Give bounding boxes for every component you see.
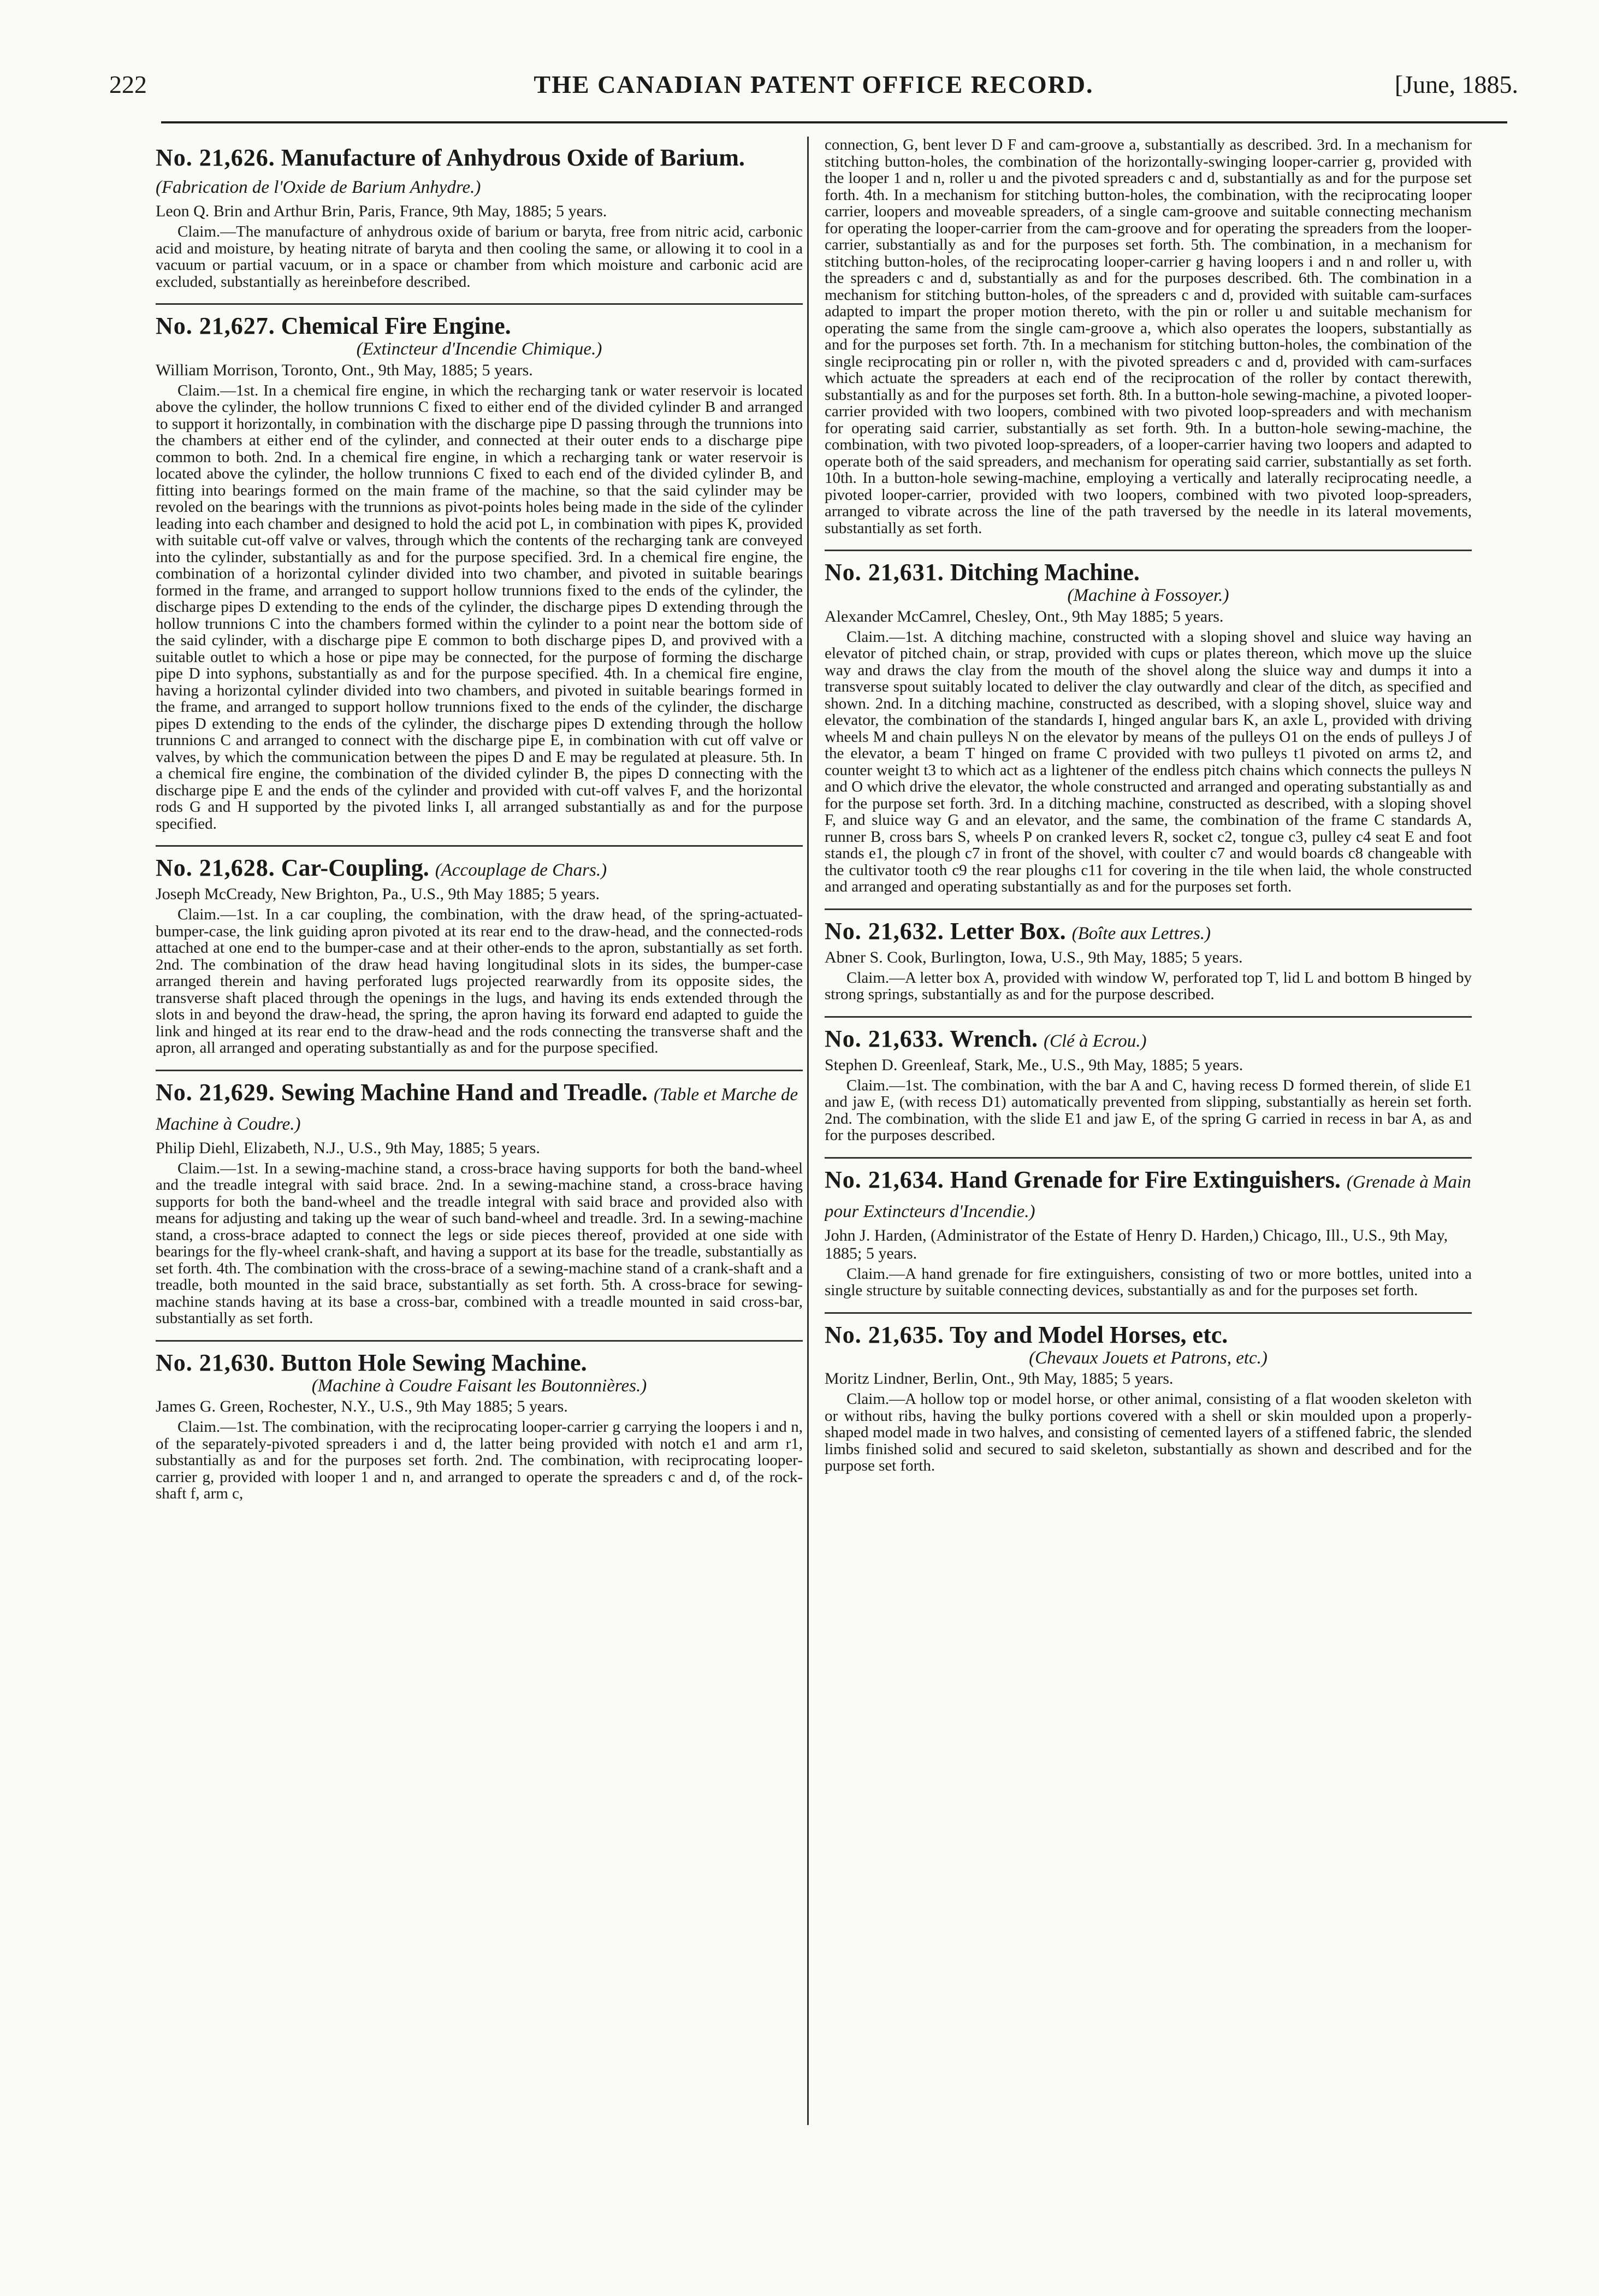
page-header xyxy=(109,70,1518,114)
french-title: (Clé à Ecrou.) xyxy=(1043,1031,1147,1051)
patent-number: No. 21,630. xyxy=(156,1349,275,1376)
applicant: Joseph McCready, New Brighton, Pa., U.S., 9th May 1885; 5 years. xyxy=(156,885,600,903)
patent-title: Car-Coupling. xyxy=(281,854,429,881)
patent-title: Hand Grenade for Fire Extinguishers. xyxy=(950,1166,1341,1193)
applicant: Philip Diehl, Elizabeth, N.J., U.S., 9th May, 1885; 5 years. xyxy=(156,1138,540,1157)
french-title: (Boîte aux Lettres.) xyxy=(1071,923,1211,943)
patent-entry xyxy=(156,854,803,1056)
applicant: John J. Harden, (Administrator of the Estate of Henry D. Harden,) Chicago, Ill., U.S., 9th May, 1885; 5 years. xyxy=(825,1226,1448,1262)
entry-divider xyxy=(825,1016,1472,1018)
applicant: Stephen D. Greenleaf, Stark, Me., U.S., 9th May, 1885; 5 years. xyxy=(825,1055,1243,1074)
patent-entry xyxy=(825,559,1472,895)
patent-number: No. 21,632. xyxy=(825,917,944,945)
french-title: (Table et Marche de Machine à Coudre.) xyxy=(156,1084,798,1134)
patent-number: No. 21,627. xyxy=(156,312,275,339)
entry-heading xyxy=(825,559,1472,586)
entry-divider xyxy=(156,845,803,847)
entry-heading xyxy=(156,1349,803,1377)
patent-title: Letter Box. xyxy=(950,917,1066,945)
entry-heading xyxy=(825,1321,1472,1349)
claim-text: Claim.—A hollow top or model horse, or other animal, consisting of a flat wooden skeleton with or without ribs, having the bulky portions covered with a shell or skin moulded upon a properly-shaped model made in two halves, and consisting of cemented layers of a stiffened fabric, the slended limbs finished solid and secured to said skeleton, substantially as shown and described and for the purpose set forth. xyxy=(825,1390,1472,1474)
patent-title: Wrench. xyxy=(950,1025,1038,1052)
patent-entry xyxy=(825,918,1472,1003)
french-title: (Extincteur d'Incendie Chimique.) xyxy=(356,339,602,359)
patent-title: Toy and Model Horses, etc. xyxy=(950,1321,1228,1348)
patent-number: No. 21,628. xyxy=(156,854,275,881)
right-column xyxy=(825,137,1472,2136)
entry-divider xyxy=(825,550,1472,551)
patent-number: No. 21,634. xyxy=(825,1166,944,1193)
entry-heading xyxy=(156,312,803,340)
patent-title: Ditching Machine. xyxy=(950,559,1140,586)
claim-text: Claim.—1st. In a chemical fire engine, in which the recharging tank or water reservoir is located above the cylinder, the hollow trunnions C fixed to either end of the divided cylinder B and arranged to support it horizontally, in combination with the discharge pipe D passing through the trunnions into the chambers at either end of the cylinder, and connected at their outer ends to a discharge pipe common to both. 2nd. In a chemical fire engine, in which a recharging tank or water reservoir is located above the cylinder, the hollow trunnions C fixed to each end of the divided cylinder B, and fitting into bearings formed on the main frame of the machine, so that the said cylinder may be revoled on the bearings with the trunnions as pivot-points holes being made in the side of the cylinder leading into each chamber and designed to hold the acid pot L, in combination with pipes K, provided with suitable cut-off valve or valves, through which the contents of the recharging tank are conveyed into the cylinder, substantially as and for the purpose specified. 3rd. In a chemical fire engine, the combination of a horizontal cylinder divided into two chamber, and pivoted in suitable bearings formed in the frame, and arranged to support hollow trunnions fixed to the ends of the cylinder, the discharge pipes D extending to the ends of the cylinder, the discharge pipes D extending through the hollow trunnions C into the chambers formed within the cylinder to a point near the bottom side of the said cylinder, with a discharge pipe E common to both discharge pipes D, and provived with a suitable outlet to which a hose or pipe may be connected, for the purpose of forming the discharge pipe D into syphons, substantially as and for the purpose specified. 4th. In a chemical fire engine, having a horizontal cylinder divided into two chambers, and pivoted in suitable bearings formed in the frame, and arranged to support hollow trunnions fixed to the ends of the cylinder, the discharge pipes D extending to the ends of the cylinder, the discharge pipes D extending through the hollow trunnions C and arranged to connect with the discharge pipe E, in combination with cut off valve or valves, by which the communication between the pipes D and E may be regulated at pleasure. 5th. In a chemical fire engine, the combination of the divided cylinder B, the pipes D connecting with the discharge pipe E and the ends of the cylinder and provided with cut-off valves F, and the horizontal rods G and H supported by the pivoted links I, all arranged substantially as and for the purpose specified. xyxy=(156,381,803,833)
french-title: (Fabrication de l'Oxide de Barium Anhydre.) xyxy=(156,178,481,197)
patent-number: No. 21,635. xyxy=(825,1321,944,1348)
claim-text: Claim.—1st. A ditching machine, constructed with a sloping shovel and sluice way having an elevator of pitched chain, or strap, provided with cups or plates thereon, which move up the sluice way and draws the clay from the mouth of the shovel along the sluice way and dumps it into a transverse spout suitably located to deliver the clay outwardly and clear of the ditch, as specified and shown. 2nd. In a ditching machine, constructed as described, with a sloping shovel, sluice way and elevator, the combination of the standards I, hinged angular bars K, an axle L, provided with driving wheels M and chain pulleys N on the elevator by means of the pulleys O1 on the ends of pulleys J of the elevator, a beam T hinged on frame C provided with two pulleys t1 pivoted on arms t2, and counter weight t3 to which act as a lightener of the endless pitch chains which connects the pulleys N and O which drive the elevator, the whole constructed and arranged and operating substantially as and for the purpose set forth. 3rd. In a ditching machine, constructed as described, with a sloping shovel F, and sluice way G and an elevator, and the same, the combination of the frame C standards A, runner B, cross bars S, wheels P on cranked levers R, socket c2, tongue c3, pulley c4 seat E and foot stands e1, the plough c7 in front of the shovel, with coulter c7 and would boards c8 changeable with the cultivator tooth c9 the rear ploughs c11 for covering in the tile when laid, the whole constructed and arranged and operating substantially as and for the purposes set forth. xyxy=(825,628,1472,895)
entry-heading xyxy=(156,854,803,884)
claim-text: Claim.—1st. In a car coupling, the combination, with the draw head, of the spring-actuated-bumper-case, the link guiding apron pivoted at its rear end to the draw-head, and the connected-rods attached at one end to the bumper-case and at their other-ends to the apron, substantially as set forth. 2nd. The combination of the draw head having longitudinal slots in its sides, the bumper-case arranged therein and having perforated lugs projected rearwardly from its opposite sides, the transverse shaft placed through the openings in the lugs, and having its ends extended through the slots in and beyond the draw-head, the spring, the apron having its forward end adapted to guide the link and hinged at its rear end to the draw-head and the rods connecting the transverse shaft and the apron, all arranged and operating substantially as and for the purpose specified. xyxy=(156,906,803,1056)
claim-text: Claim.—1st. In a sewing-machine stand, a cross-brace having supports for both the band-wheel and the treadle integral with said brace. 2nd. In a sewing-machine stand, a cross-brace having supports for both the band-wheel and the treadle integral with said brace and provided also with means for adjusting and taking up the wear of such band-wheel and treadle. 3rd. In a sewing-machine stand, a cross-brace adapted to connect the legs or side pieces thereof, provided at one side with bearings for the fly-wheel crank-shaft, and having a support at its base for the treadle, substantially as set forth. 4th. The combination with the cross-brace of a sewing-machine stand of a crank-shaft and a treadle, both mounted in the said brace, substantially as set forth. 5th. A cross-brace for sewing-machine stands having at its base a cross-bar, combined with a treadle mounted in said cross-bar, substantially as set forth. xyxy=(156,1159,803,1327)
claim-text: Claim.—A hand grenade for fire extinguishers, consisting of two or more bottles, united into a single structure by suitable connecting devices, substantially as and for the purposes set forth. xyxy=(825,1265,1472,1299)
entry-divider xyxy=(825,1157,1472,1159)
entry-divider xyxy=(156,303,803,305)
patent-title: Manufacture of Anhydrous Oxide of Barium. xyxy=(281,144,745,171)
applicant: William Morrison, Toronto, Ont., 9th May, 1885; 5 years. xyxy=(156,361,533,379)
patent-number: No. 21,633. xyxy=(825,1025,944,1052)
entry-divider xyxy=(825,908,1472,910)
french-title: (Chevaux Jouets et Patrons, etc.) xyxy=(1029,1348,1268,1368)
issue-date: [June, 1885. xyxy=(1394,70,1518,98)
french-title: (Machine à Fossoyer.) xyxy=(1067,586,1229,605)
applicant: Alexander McCamrel, Chesley, Ont., 9th May 1885; 5 years. xyxy=(825,607,1224,625)
claim-text: Claim.—The manufacture of anhydrous oxide of barium or baryta, free from nitric acid, carbonic acid and moisture, by heating nitrate of baryta and then cooling the same, or allowing it to cool in a vacuum or partial vacuum, or in a space or chamber from which moisture and carbonic acid are excluded, substantially as hereinbefore described. xyxy=(156,223,803,291)
patent-entry xyxy=(156,144,803,290)
entry-heading xyxy=(825,1166,1472,1225)
patent-entry xyxy=(156,1349,803,1502)
entry-divider xyxy=(156,1340,803,1342)
patent-number: No. 21,631. xyxy=(825,559,944,586)
applicant: Abner S. Cook, Burlington, Iowa, U.S., 9th May, 1885; 5 years. xyxy=(825,948,1243,966)
claim-text: Claim.—1st. The combination, with the reciprocating looper-carrier g carrying the loopers i and n, of the separately-pivoted spreaders i and d, the latter being provided with notch e1 and arm r1, substantially as and for the purposes set forth. 2nd. The combination, with reciprocating looper-carrier g, provided with looper 1 and n, and arranged to operate the spreaders c and d, of the rock-shaft f, arm c, xyxy=(156,1418,803,1502)
entry-heading xyxy=(156,1079,803,1138)
claim-text: Claim.—1st. The combination, with the bar A and C, having recess D formed therein, of slide E1 and jaw E, (with recess D1) automatically prevented from slipping, substantially as herein set forth. 2nd. The combination, with the slide E1 and jaw E, of the spring G carried in recess in bar A, as and for the purposes described. xyxy=(825,1076,1472,1144)
french-title: (Machine à Coudre Faisant les Boutonnières.) xyxy=(311,1376,647,1396)
patent-number: No. 21,626. xyxy=(156,144,275,171)
patent-entry xyxy=(156,312,803,832)
patent-entry-continued xyxy=(825,137,1472,536)
applicant: Leon Q. Brin and Arthur Brin, Paris, France, 9th May, 1885; 5 years. xyxy=(156,202,607,220)
patent-entry xyxy=(825,1321,1472,1474)
page-number: 222 xyxy=(109,70,147,98)
entry-heading xyxy=(825,918,1472,947)
entry-divider xyxy=(156,1070,803,1071)
patent-title: Sewing Machine Hand and Treadle. xyxy=(281,1078,648,1106)
patent-entry xyxy=(825,1166,1472,1299)
patent-title: Button Hole Sewing Machine. xyxy=(281,1349,587,1376)
french-title: (Grenade à Main pour Extincteurs d'Incendie.) xyxy=(825,1172,1471,1221)
claim-text-continued: connection, G, bent lever D F and cam-groove a, substantially as described. 3rd. In a mechanism for stitching button-holes, the combination of the horizontally-swinging looper-carrier g, provided with the looper 1 and n, roller u and the pivoted spreaders c and d, substantially as and for the purpose set forth. 4th. In a mechanism for stitching button-holes, the combination, with the reciprocating looper carrier, loopers and moveable spreaders, of a single cam-groove and suitable connecting mechanism for operating the looper-carrier from the cam-groove and for operating the spreaders from the looper-carrier, substantially as and for the purposes set forth. 5th. The combination, in a mechanism for stitching button-holes, of the reciprocating looper-carrier g having loopers i and n and roller u, with the spreaders c and d, substantially as and for the purposes described. 6th. The combination in a mechanism for stitching button-holes, of the spreaders c and d, provided with suitable cam-surfaces adapted to impart the proper motion thereto, with the pin or roller u and suitable mechanism for operating the same from the single cam-groove a, which also operates the loopers, substantially as and for the purposes set forth. 7th. In a mechanism for stitching button-holes, the combination of the single reciprocating pin or roller n, with the pivoted spreaders c and d, provided with cam-surfaces which actuate the spreaders at each end of the reciprocation of the roller by contact therewith, substantially as and for the purposes set forth. 8th. In a button-hole sewing-machine, a pivoted looper-carrier provided with two loopers, combined with two pivoted loop-spreaders and with mechanism for operating said carrier, substantially as set forth. 9th. In a button-hole sewing-machine, the combination, with two pivoted loop-spreaders, of a looper-carrier having two loopers and adapted to operate both of the said spreaders, and mechanism for operating said carrier, substantially as set forth. 10th. In a button-hole sewing-machine, employing a vertically and laterally reciprocating needle, a pivoted looper-carrier, provided with two loopers, combined with two pivoted loop-spreaders, arranged to vibrate across the line of the path traversed by the needle in its lateral movements, substantially as set forth. xyxy=(825,137,1472,537)
applicant: James G. Green, Rochester, N.Y., U.S., 9th May 1885; 5 years. xyxy=(156,1397,568,1415)
claim-text: Claim.—A letter box A, provided with window W, perforated top T, lid L and bottom B hinged by strong springs, substantially as and for the purpose described. xyxy=(825,969,1472,1003)
entry-heading xyxy=(825,1025,1472,1055)
entry-divider xyxy=(825,1312,1472,1314)
patent-entry xyxy=(156,1079,803,1327)
french-title: (Accouplage de Chars.) xyxy=(435,860,607,880)
applicant: Moritz Lindner, Berlin, Ont., 9th May, 1885; 5 years. xyxy=(825,1370,1174,1388)
patent-number: No. 21,629. xyxy=(156,1078,275,1106)
header-rule xyxy=(161,121,1507,123)
publication-title: THE CANADIAN PATENT OFFICE RECORD. xyxy=(534,70,1094,98)
column-divider xyxy=(807,137,809,2125)
patent-entry xyxy=(825,1025,1472,1144)
entry-heading xyxy=(156,144,803,201)
patent-title: Chemical Fire Engine. xyxy=(281,312,511,339)
left-column xyxy=(156,137,803,2136)
